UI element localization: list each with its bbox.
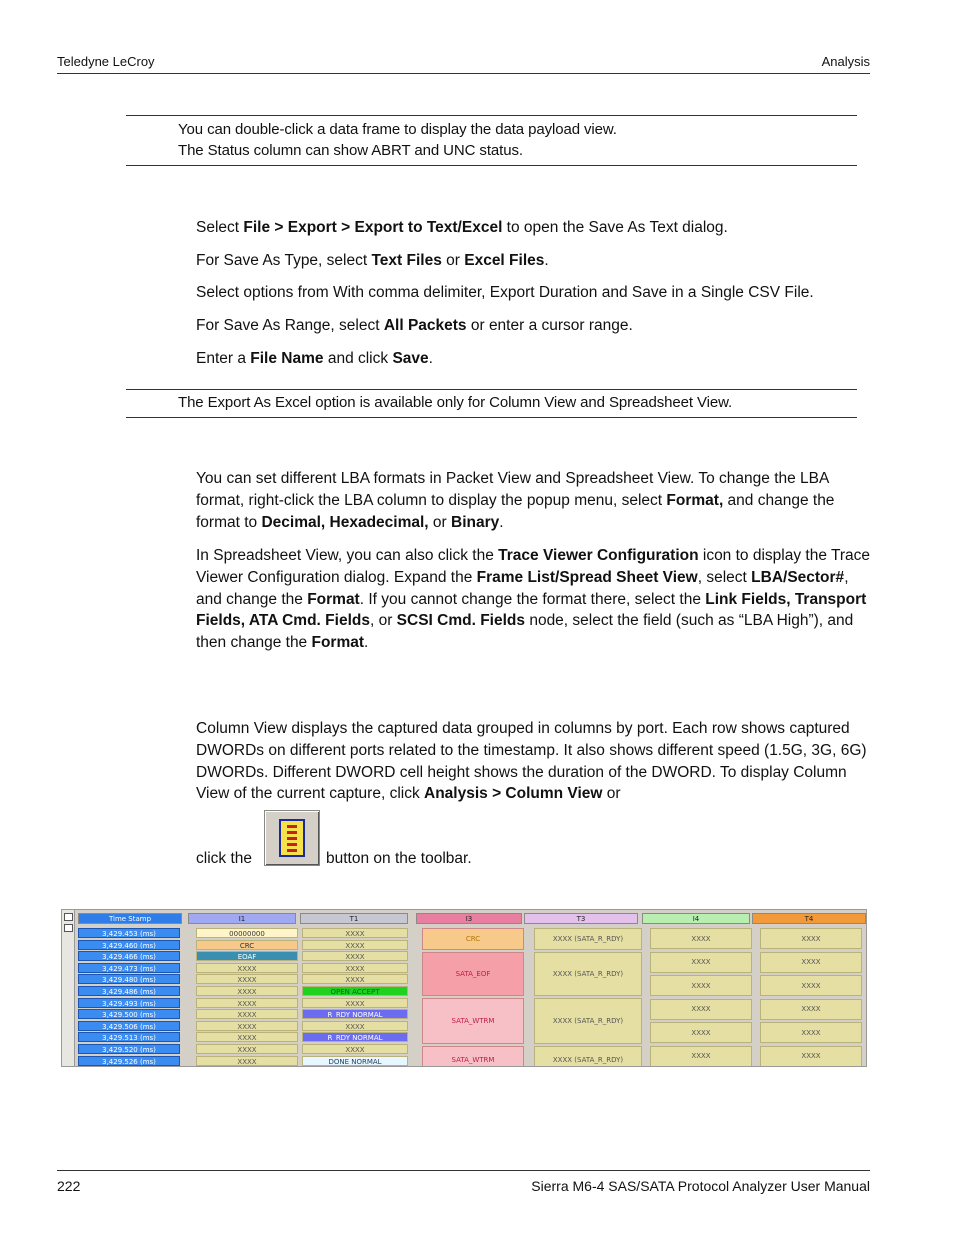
header-rule — [57, 73, 870, 74]
i4-cell: XXXX — [650, 1046, 752, 1067]
timestamp-cell: 3,429.493 (ms) — [78, 998, 180, 1008]
t3-cell: XXXX (SATA_R_RDY) — [534, 928, 642, 950]
t1-cell: XXXX — [302, 998, 408, 1008]
t4-cell: XXXX — [760, 1046, 862, 1067]
i3-cell: CRC — [422, 928, 524, 950]
step-1: Select File > Export > Export to Text/Excel to open the Save As Text dialog. — [196, 219, 728, 236]
footer-rule — [57, 1170, 870, 1171]
timestamp-cell: 3,429.453 (ms) — [78, 928, 180, 938]
timestamp-cell: 3,429.466 (ms) — [78, 951, 180, 961]
column-header[interactable]: Time Stamp — [78, 913, 182, 924]
i1-cell: XXXX — [196, 963, 298, 973]
timestamp-cell: 3,429.460 (ms) — [78, 940, 180, 950]
i1-cell: XXXX — [196, 1021, 298, 1031]
lba-paragraph-1: You can set different LBA formats in Packet View and Spreadsheet View. To change the LBA format, right-click the LBA column to display the popup menu, select Format, and change the format to Decimal, Hexadecimal, or Binary. — [196, 470, 835, 531]
t3-cell: XXXX (SATA_R_RDY) — [534, 998, 642, 1044]
note-top-rule — [126, 115, 857, 116]
note-line: You can double-click a data frame to display the data payload view. — [178, 121, 617, 138]
i3-cell: SATA_WTRM — [422, 998, 524, 1044]
t4-cell: XXXX — [760, 975, 862, 996]
timestamp-cell: 3,429.480 (ms) — [78, 974, 180, 984]
i4-cell: XXXX — [650, 975, 752, 996]
header-right: Analysis — [821, 54, 870, 69]
timestamp-cell: 3,429.473 (ms) — [78, 963, 180, 973]
i1-cell: XXXX — [196, 998, 298, 1008]
column-view-screenshot — [61, 909, 867, 1067]
t1-cell: XXXX — [302, 951, 408, 961]
collapse-icon[interactable] — [64, 924, 73, 932]
i1-cell: CRC — [196, 940, 298, 950]
i1-cell: XXXX — [196, 1056, 298, 1066]
on-toolbar-text: button on the toolbar. — [326, 850, 472, 867]
i1-cell: XXXX — [196, 974, 298, 984]
t1-cell: XXXX — [302, 1021, 408, 1031]
timestamp-cell: 3,429.520 (ms) — [78, 1044, 180, 1054]
scrollbar[interactable] — [62, 910, 75, 1067]
i4-cell: XXXX — [650, 928, 752, 949]
t4-cell: XXXX — [760, 952, 862, 973]
note-line: The Export As Excel option is available only for Column View and Spreadsheet View. — [178, 394, 733, 411]
timestamp-cell: 3,429.526 (ms) — [78, 1056, 180, 1066]
column-header[interactable]: T3 — [524, 913, 638, 924]
column-header[interactable]: I1 — [188, 913, 296, 924]
timestamp-cell: 3,429.506 (ms) — [78, 1021, 180, 1031]
t4-cell: XXXX — [760, 928, 862, 949]
i1-cell: 00000000 — [196, 928, 298, 938]
lba-paragraph-2: In Spreadsheet View, you can also click the Trace Viewer Configuration icon to display the Trace Viewer Configuration dialog. Expand the Frame List/Spread Sheet View, select LBA/Sector#, and change the Format. If you cannot change the format there, select the Link Fields, Transport Fields, ATA Cmd. Fields, or SCSI Cmd. Fields node, select the field (such as “LBA High”), and then change the Format. — [196, 547, 871, 652]
t4-cell: XXXX — [760, 999, 862, 1020]
footer-title: Sierra M6-4 SAS/SATA Protocol Analyzer User Manual — [531, 1178, 870, 1194]
i4-cell: XXXX — [650, 952, 752, 973]
note-line: The Status column can show ABRT and UNC status. — [178, 142, 523, 159]
t1-cell: R_RDY NORMAL — [302, 1032, 408, 1042]
timestamp-cell: 3,429.513 (ms) — [78, 1032, 180, 1042]
column-header[interactable]: I4 — [642, 913, 750, 924]
note-bottom-rule — [126, 417, 857, 418]
column-header[interactable]: I3 — [416, 913, 522, 924]
header-left: Teledyne LeCroy — [57, 54, 155, 69]
i1-cell: XXXX — [196, 1032, 298, 1042]
step-5: Enter a File Name and click Save. — [196, 350, 433, 367]
i1-cell: XXXX — [196, 1009, 298, 1019]
click-the-text: click the — [196, 850, 252, 867]
i3-cell: SATA_WTRM — [422, 1046, 524, 1067]
timestamp-cell: 3,429.500 (ms) — [78, 1009, 180, 1019]
t1-cell: XXXX — [302, 940, 408, 950]
i1-cell: XXXX — [196, 1044, 298, 1054]
column-view-icon[interactable] — [264, 810, 320, 866]
t3-cell: XXXX (SATA_R_RDY) — [534, 952, 642, 996]
t1-cell: XXXX — [302, 963, 408, 973]
t1-cell: R_RDY NORMAL — [302, 1009, 408, 1019]
i4-cell: XXXX — [650, 999, 752, 1020]
page-number: 222 — [57, 1178, 81, 1194]
note-top-rule — [126, 389, 857, 390]
i1-cell: XXXX — [196, 986, 298, 996]
note-bottom-rule — [126, 165, 857, 166]
i1-cell: EOAF — [196, 951, 298, 961]
t1-cell: DONE NORMAL — [302, 1056, 408, 1066]
step-3: Select options from With comma delimiter, Export Duration and Save in a Single CSV File. — [196, 284, 814, 301]
expand-icon[interactable] — [64, 913, 73, 921]
t1-cell: XXXX — [302, 928, 408, 938]
t1-cell: OPEN ACCEPT — [302, 986, 408, 996]
i4-cell: XXXX — [650, 1022, 752, 1043]
step-2: For Save As Type, select Text Files or Excel Files. — [196, 252, 549, 269]
t1-cell: XXXX — [302, 974, 408, 984]
t1-cell: XXXX — [302, 1044, 408, 1054]
column-header[interactable]: T1 — [300, 913, 408, 924]
column-view-paragraph: Column View displays the captured data grouped in columns by port. Each row shows captured DWORDs on different ports related to the timestamp. It also shows different speed (1.5G, 3G, 6G) DWORDs. Different DWORD cell height shows the duration of the DWORD. To display Column View of the current capture, click Analysis > Column View or — [196, 720, 867, 803]
column-header[interactable]: T4 — [752, 913, 866, 924]
timestamp-cell: 3,429.486 (ms) — [78, 986, 180, 996]
i3-cell: SATA_EOF — [422, 952, 524, 996]
t4-cell: XXXX — [760, 1022, 862, 1043]
t3-cell: XXXX (SATA_R_RDY) — [534, 1046, 642, 1067]
step-4: For Save As Range, select All Packets or enter a cursor range. — [196, 317, 633, 334]
